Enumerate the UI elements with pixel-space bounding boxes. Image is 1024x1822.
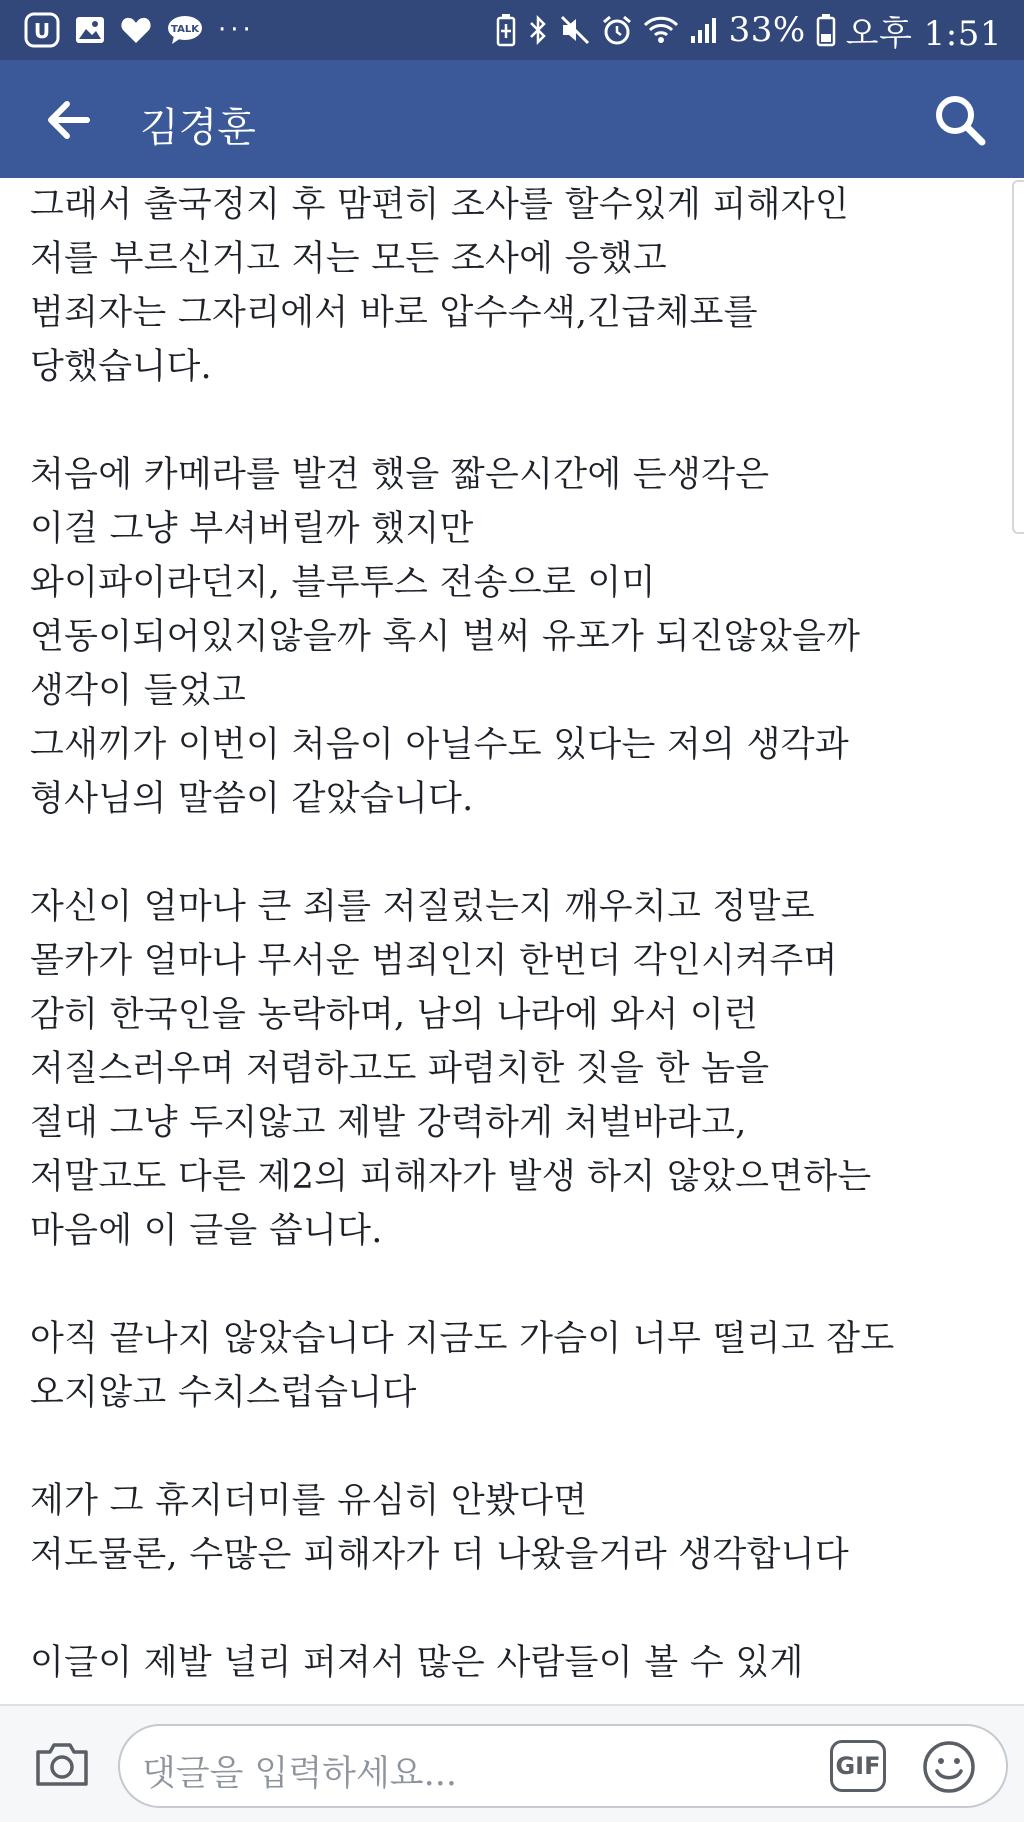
post-text-line: 몰카가 얼마나 무서운 범죄인지 한번더 각인시켜주며 [30, 941, 838, 981]
back-button[interactable] [40, 92, 96, 148]
search-button[interactable] [930, 90, 990, 150]
app-header [0, 60, 1024, 178]
battery-icon [816, 13, 836, 47]
post-text-line: 저를 부르신거고 저는 모든 조사에 응했고 [30, 239, 667, 279]
post-text-line: 저도물론, 수많은 피해자가 더 나왔을거라 생각합니다 [30, 1535, 849, 1575]
blank-line [30, 1582, 1000, 1636]
more-notifications-icon: ··· [218, 15, 255, 45]
gallery-icon [74, 15, 106, 45]
post-text-line: 오지않고 수치스럽습니다 [30, 1373, 417, 1413]
uplus-app-icon [24, 12, 60, 48]
wifi-icon [643, 15, 679, 45]
smiley-icon [921, 1739, 977, 1795]
blank-line [30, 1420, 1000, 1474]
post-text-line: 마음에 이 글을 씁니다. [30, 1211, 383, 1251]
post-text-line: 범죄자는 그자리에서 바로 압수수색,긴급체포를 [30, 293, 758, 333]
post-text-line: 와이파이라던지, 블루투스 전송으로 이미 [30, 563, 656, 603]
post-text-line: 형사님의 말씀이 같았습니다. [30, 779, 474, 819]
post-text-line: 저질스러우며 저렴하고도 파렴치한 짓을 한 놈을 [30, 1049, 770, 1089]
battery-percent: 33% [728, 10, 806, 50]
status-right-icons [495, 10, 1002, 54]
blank-line [30, 1258, 1000, 1312]
camera-icon [34, 1740, 90, 1788]
gif-button[interactable]: GIF [830, 1740, 886, 1792]
blank-line [30, 826, 1000, 880]
emoji-button[interactable] [920, 1738, 978, 1796]
post-text-line: 생각이 들었고 [30, 671, 247, 711]
battery-saver-icon [495, 13, 517, 47]
svg-text:U: U [33, 19, 51, 43]
blank-line [30, 394, 1000, 448]
post-text-line: 자신이 얼마나 큰 죄를 저질렀는지 깨우치고 정말로 [30, 887, 815, 927]
search-icon [933, 93, 987, 147]
alarm-icon [601, 14, 633, 46]
post-text-line: 저말고도 다른 제2의 피해자가 발생 하지 않았으면하는 [30, 1157, 872, 1197]
heart-icon [120, 15, 152, 45]
status-bar [0, 0, 1024, 60]
post-text-line: 연동이되어있지않을까 혹시 벌써 유포가 되진않았을까 [30, 617, 861, 657]
signal-icon [689, 15, 719, 45]
bluetooth-icon [527, 13, 549, 47]
kakaotalk-label: TALK [171, 24, 199, 35]
mute-icon [559, 14, 591, 46]
clock: 오후 1:51 [845, 13, 1002, 54]
post-text-line: 그새끼가 이번이 처음이 아닐수도 있다는 저의 생각과 [30, 725, 849, 765]
post-body [30, 178, 1000, 1708]
comment-placeholder: 댓글을 입력하세요... [142, 1754, 457, 1794]
post-text-line: 이걸 그냥 부셔버릴까 했지만 [30, 509, 474, 549]
comment-input[interactable] [118, 1724, 1008, 1808]
post-text-line: 제가 그 휴지더미를 유심히 안봤다면 [30, 1481, 588, 1521]
kakaotalk-icon [166, 14, 204, 46]
post-text-line: 당했습니다. [30, 347, 212, 387]
page-title: 김경훈 [140, 105, 256, 151]
scroll-indicator[interactable] [1012, 180, 1024, 534]
comment-bar [0, 1704, 1024, 1822]
camera-button[interactable] [30, 1736, 94, 1792]
post-text-line: 그래서 출국정지 후 맘편히 조사를 할수있게 피해자인 [30, 185, 849, 225]
back-arrow-icon [45, 100, 91, 140]
post-text-line: 아직 끝나지 않았습니다 지금도 가슴이 너무 떨리고 잠도 [30, 1319, 895, 1359]
post-text-line: 감히 한국인을 농락하며, 남의 나라에 와서 이런 [30, 995, 759, 1035]
post-text-line: 처음에 카메라를 발견 했을 짧은시간에 든생각은 [30, 455, 770, 495]
post-text-line: 이글이 제발 널리 퍼져서 많은 사람들이 볼 수 있게 [30, 1643, 804, 1683]
post-text-line: 절대 그냥 두지않고 제발 강력하게 처벌바라고, [30, 1103, 747, 1143]
status-left-icons [24, 10, 255, 50]
